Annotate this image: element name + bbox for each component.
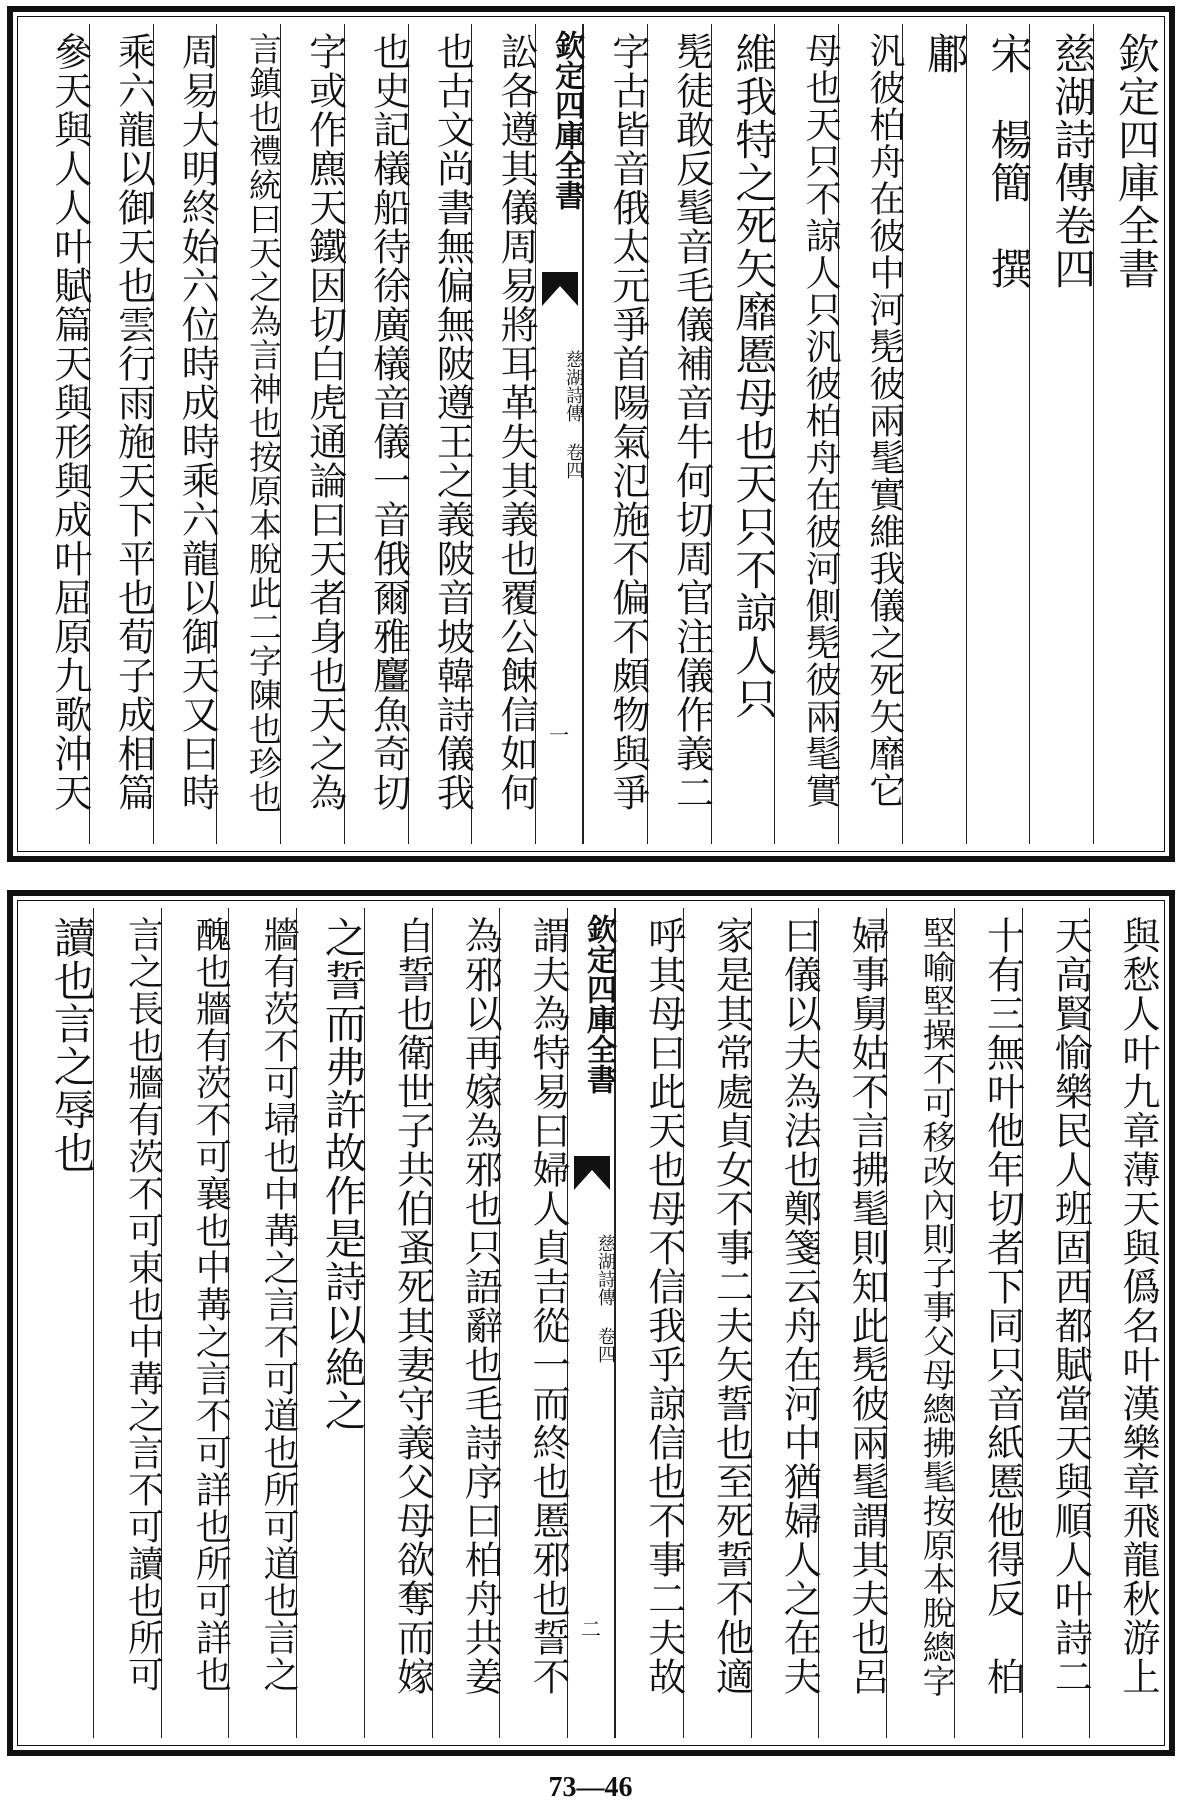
column-text: 維我特之死矢靡慝母也天只不諒人只 — [729, 32, 779, 720]
text-column-left — [25, 24, 92, 844]
text-column-left — [25, 908, 97, 1738]
text-column-left — [216, 24, 284, 844]
column-text: 鄘 — [920, 32, 970, 75]
text-column-right — [711, 24, 779, 844]
column-text: 呼其母曰此天也母不信我乎諒信也不事二夫故 — [641, 916, 686, 1696]
text-column-right — [683, 908, 754, 1738]
text-column-right — [902, 24, 970, 844]
column-text: 醜也牆有茨不可襄也中冓之言不可詳也所可詳也 — [190, 916, 232, 1693]
fish-tail-mark-icon — [574, 1156, 610, 1190]
column-text: 與愁人叶九章薄天與僞名叶漢樂章飛龍秋游上 — [1116, 916, 1160, 1696]
column-text: 也古文尚書無偏無陂遵王之義陂音坡韓詩儀我 — [430, 32, 475, 812]
fish-tail-mark-icon — [542, 272, 578, 306]
page-2-text-frame — [25, 908, 1160, 1738]
column-text: 天高賢愉樂民人班固西都賦當天與順人叶詩二 — [1048, 916, 1093, 1696]
column-text: 曰儀以夫為法也鄭箋云舟在河中猶婦人之在夫 — [777, 916, 822, 1696]
text-column-left — [228, 908, 299, 1738]
text-column-left — [408, 24, 475, 844]
column-text: 十有三無叶他年切者下同只音紙慝他得反 柏 — [980, 916, 1025, 1696]
column-text: 髧徒敢反髦音毛儀補音牛何切周官注儀作義二 — [669, 32, 714, 812]
text-column-right — [818, 908, 889, 1738]
fold-book-title — [568, 1234, 614, 1363]
fold-header: 欽定四庫全書 — [549, 30, 585, 210]
text-column-right — [583, 24, 650, 844]
text-column-left — [280, 24, 347, 844]
column-text: 母也天只不諒人只汎彼柏舟在彼河側髧彼兩髦實 — [800, 32, 842, 809]
book-page-1 — [7, 6, 1175, 862]
text-column-right — [751, 908, 822, 1738]
fold-page-number: 二 — [581, 1617, 601, 1641]
fold-book-title — [536, 350, 585, 479]
text-column-left — [93, 908, 164, 1738]
text-column-left — [161, 908, 232, 1738]
fold-header: 欽定四庫全書 — [581, 914, 616, 1094]
text-column-left — [364, 908, 435, 1738]
text-column-left — [89, 24, 156, 844]
column-text: 周易大明終始六位時成時乘六龍以御天又曰時 — [175, 32, 220, 812]
text-column-right — [1029, 24, 1098, 844]
text-column-left — [471, 24, 539, 844]
text-column-right — [1089, 908, 1160, 1738]
column-text: 之誓而弗許故作是詩以絶之 — [318, 916, 368, 1432]
column-text: 參天與人人叶賦篇天與形與成叶屈原九歌沖天 — [47, 32, 92, 812]
column-text: 婦事舅姑不言拂髦則知此髧彼兩髦謂其夫也呂 — [845, 916, 889, 1696]
column-text: 乘六龍以御天也雲行雨施天下平也荀子成相篇 — [111, 32, 156, 812]
column-text: 為邪以再嫁為邪也只語辭也毛詩序曰柏舟共姜 — [458, 916, 503, 1696]
center-fold-margin — [535, 24, 583, 844]
column-text: 欽定四庫全書 — [1111, 32, 1161, 290]
text-column-left — [499, 908, 570, 1738]
column-text: 字古皆音俄太元爭首陽氣氾施不偏不頗物與爭 — [605, 32, 650, 812]
page-1-text-frame — [25, 24, 1161, 844]
text-column-left — [432, 908, 503, 1738]
column-text: 慈湖詩傳卷四 — [1048, 32, 1098, 290]
column-text: 宋 楊簡 撰 — [984, 32, 1034, 290]
column-text: 自誓也衛世子共伯蚤死其妻守義父母欲奪而嫁 — [390, 916, 435, 1696]
text-column-left — [344, 24, 411, 844]
column-text: 言之長也牆有茨不可束也中冓之言不可讀也所可 — [122, 916, 164, 1693]
text-column-right — [615, 908, 686, 1738]
column-text: 家是其常處貞女不事二夫矢誓也至死誓不他適 — [709, 916, 754, 1696]
page-number-footer: 73—46 — [548, 1772, 633, 1803]
fold-volume: 卷四 — [595, 1327, 616, 1363]
text-column-right — [966, 24, 1034, 844]
text-column-right — [838, 24, 905, 844]
column-text: 讀也言之辱也 — [47, 916, 97, 1174]
fold-book-name: 慈湖詩傳 — [563, 350, 585, 422]
column-text: 訟各遵其儀周易將耳革失其義也覆公餗信如何 — [494, 32, 539, 812]
book-page-2 — [7, 890, 1175, 1756]
text-column-right — [774, 24, 842, 844]
fold-book-name: 慈湖詩傳 — [595, 1234, 616, 1306]
text-column-right — [1022, 908, 1093, 1738]
text-column-right — [1093, 24, 1161, 844]
column-text: 也史記檥船待徐廣檥音儀一音俄爾雅麠魚奇切 — [366, 32, 411, 812]
column-text: 字或作麃天鐵因切白虎通論曰天者身也天之為 — [302, 32, 347, 812]
column-text: 牆有茨不可埽也中冓之言不可道也所可道也言之 — [258, 916, 299, 1693]
center-fold-margin — [567, 908, 615, 1738]
text-column-left — [296, 908, 368, 1738]
column-text: 堅喻堅操不可移改內則子事父母總拂髦按原本脫總字 — [917, 916, 957, 1698]
column-text: 謂夫為特易曰婦人貞吉從一而終也慝邪也誓不 — [526, 916, 570, 1696]
text-column-right — [647, 24, 714, 844]
text-column-right — [886, 908, 957, 1738]
column-text: 言鎮也禮統曰天之為言神也按原本脫此二字陳也珍也 — [244, 32, 284, 814]
fold-page-number: 一 — [549, 723, 570, 747]
column-text: 汎彼柏舟在彼中河髧彼兩髦實維我儀之死矢靡它 — [863, 32, 905, 809]
text-column-right — [954, 908, 1025, 1738]
fold-volume: 卷四 — [563, 443, 585, 479]
text-column-left — [153, 24, 220, 844]
